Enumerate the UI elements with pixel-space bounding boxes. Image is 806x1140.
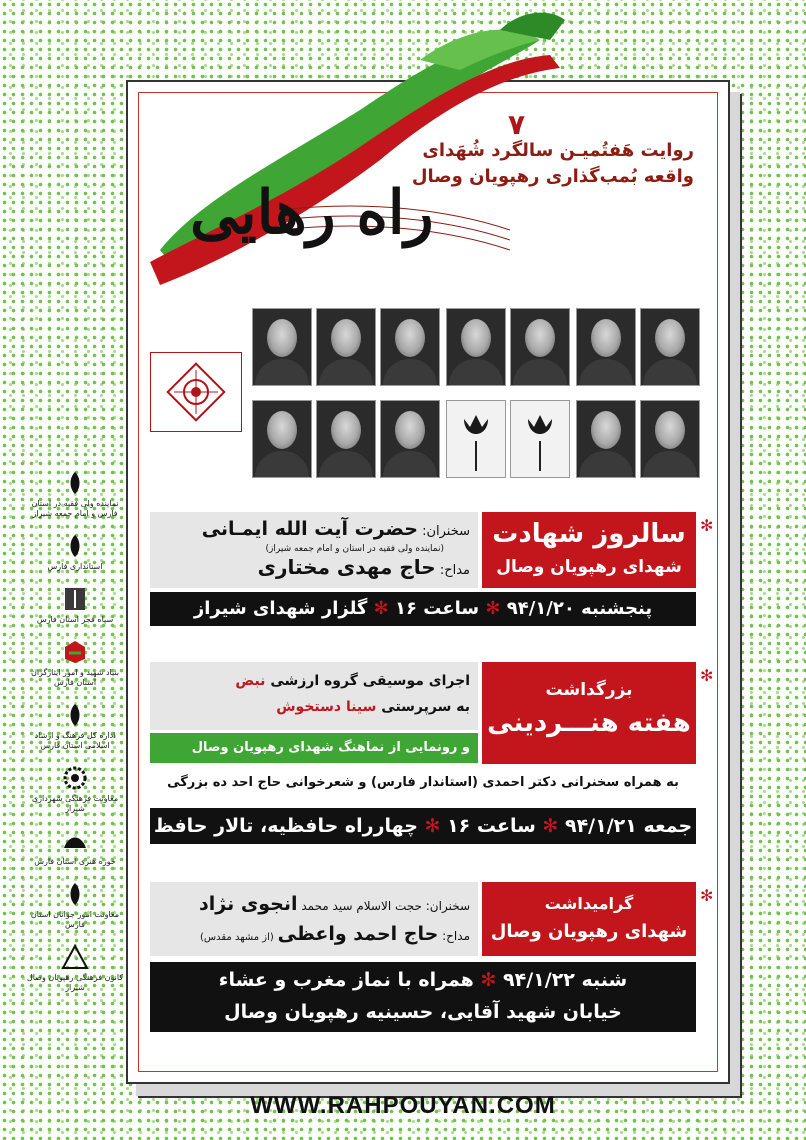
section2-place: چهارراه حافظیه، تالار حافظ	[153, 815, 418, 837]
section1-speakers	[150, 512, 478, 588]
section3-after-prayer: همراه با نماز مغرب و عشاء	[218, 969, 474, 991]
emblem-icon	[61, 533, 89, 559]
speaker-note: (نماینده ولی فقیه در استان و امام جمعه شیراز)	[265, 544, 444, 554]
section3-speakers	[150, 882, 478, 956]
star-icon: ✻	[700, 666, 714, 685]
tulip-image	[446, 400, 506, 478]
speaker-label: سخنران:	[422, 524, 470, 539]
sponsor-logo	[22, 639, 128, 688]
speaker-name: انجوی نژاد	[199, 893, 298, 915]
martyr-photo	[576, 308, 636, 386]
emblem-icon	[61, 881, 89, 907]
lead-prefix: به سرپرستی	[381, 699, 470, 715]
martyr-photo	[640, 400, 700, 478]
speaker-label: سخنران:	[425, 899, 470, 913]
martyr-photo	[640, 308, 700, 386]
section2-time: ساعت ۱۶	[447, 815, 536, 837]
martyr-photo	[316, 400, 376, 478]
section3-title-box	[482, 882, 696, 956]
kanoon-icon	[61, 944, 89, 970]
tulip-icon	[447, 401, 505, 477]
flower-icon	[61, 765, 89, 791]
music-group: نبض	[235, 673, 266, 689]
eulogist-label: مداح:	[442, 929, 470, 943]
speaker-name: حضرت آیت الله ایمـانی	[201, 518, 418, 540]
section1-title-box	[482, 512, 696, 588]
martyr-photo	[380, 400, 440, 478]
green-line: و رونمایی از نماهنگ شهدای رهپویان وصال	[191, 740, 470, 755]
sepah-icon	[61, 586, 89, 612]
section2-performance	[150, 662, 478, 730]
martyr-photo	[252, 400, 312, 478]
sponsor-label: نماینده ولی فقیه در استان فارس و امام جمعه شیراز	[31, 499, 119, 518]
section3-place: خیابان شهید آقایی، حسینیه رهپویان وصال	[224, 1001, 622, 1023]
martyrs-photo-grid	[252, 308, 698, 482]
section2-title-box	[482, 662, 696, 764]
separator-icon: ✻	[535, 815, 559, 837]
section1-subtitle: شهدای رهپویان وصال	[496, 557, 682, 577]
martyr-photo	[252, 308, 312, 386]
ornament-icon	[166, 362, 226, 422]
header-line-2: واقعه بُمب‌گذاری رهپویان وصال	[411, 166, 694, 187]
star-icon: ✻	[700, 516, 714, 535]
section3-subtitle: شهدای رهپویان وصال	[490, 921, 688, 942]
header-subtitle	[412, 138, 694, 190]
eulogist-name: حاج مهدی مختاری	[257, 555, 436, 579]
star-icon: ✻	[700, 886, 714, 905]
martyr-photo	[380, 308, 440, 386]
header-line-1: روایت هَفتُمیـن سالگرد شُهَدای	[422, 140, 694, 161]
sponsor-label: استانداری فارس	[47, 562, 103, 571]
separator-icon: ✻	[417, 815, 441, 837]
section2-with-line: به همراه سخنرانی دکتر احمدی (استاندار فارس) و شعرخوانی حاج احد ده بزرگی	[167, 775, 679, 790]
sponsor-label: معاونت فرهنگی شهرداری شیراز	[31, 794, 119, 813]
website-url[interactable]: WWW.RAHPOUYAN.COM	[250, 1092, 556, 1119]
foundation-icon	[61, 639, 89, 665]
eulogist-name: حاج احمد واعظی	[277, 923, 439, 945]
section3-datebar	[150, 962, 696, 1032]
sponsor-logo	[22, 944, 128, 993]
section2-subtitle: هفته هنـــردینی	[487, 708, 691, 738]
tulip-image	[510, 400, 570, 478]
sponsor-logo	[22, 881, 128, 930]
poster-title: راه رهایی	[190, 178, 434, 248]
section1-date: پنجشنبه ۹۴/۱/۲۰	[506, 598, 653, 619]
separator-icon: ✻	[473, 969, 497, 991]
section3-date: شنبه ۹۴/۱/۲۲	[503, 969, 628, 991]
section2-date: جمعه ۹۴/۱/۲۱	[564, 815, 693, 837]
eulogist-label: مداح:	[439, 563, 470, 578]
anniversary-number: ۷	[508, 108, 526, 141]
sponsor-logo	[22, 533, 128, 572]
martyr-photo	[316, 308, 376, 386]
section1-datebar	[150, 592, 696, 626]
martyr-photo	[446, 308, 506, 386]
sponsor-label: کانون فرهنگی رهپویان وصال شیراز	[26, 973, 124, 992]
music-prefix: اجرای موسیقی گروه ارزشی	[270, 673, 470, 689]
sponsor-logos	[22, 470, 128, 1007]
martyr-photo	[576, 400, 636, 478]
sponsor-label: سپاه فجر استان فارس	[36, 615, 114, 624]
tulip-icon	[511, 401, 569, 477]
separator-icon: ✻	[367, 598, 389, 619]
sponsor-label: اداره کل فرهنگ و ارشاد اسلامی استان فارس	[34, 731, 116, 750]
art-icon	[61, 828, 89, 854]
sponsor-logo	[22, 702, 128, 751]
sponsor-label: معاونت امور جوانان استان فارس	[30, 910, 120, 929]
speaker-title: حجت الاسلام سید محمد	[301, 899, 422, 913]
sponsor-logo	[22, 765, 128, 814]
separator-icon: ✻	[479, 598, 501, 619]
ornament-emblem	[150, 352, 242, 432]
section2-title: بزرگداشت	[545, 680, 633, 700]
sponsor-logo	[22, 828, 128, 867]
eulogist-note: (از مشهد مقدس)	[200, 932, 274, 943]
sponsor-label: حوزه هنری استان فارس	[34, 857, 116, 866]
section2-green-bar	[150, 733, 478, 763]
section1-title: سالروز شهادت	[492, 519, 686, 549]
emblem-icon	[61, 702, 89, 728]
section2-datebar	[150, 808, 696, 844]
sponsor-label: بنیاد شهید و امور ایثارگران استان فارس	[30, 668, 120, 687]
sponsor-logo	[22, 470, 128, 519]
section1-time: ساعت ۱۶	[395, 598, 480, 619]
section1-place: گلزار شهدای شیراز	[193, 598, 368, 619]
martyr-photo	[510, 308, 570, 386]
emblem-icon	[61, 470, 89, 496]
section3-title: گرامیداشت	[544, 894, 634, 913]
sponsor-logo	[22, 586, 128, 625]
lead-name: سینا دستخوش	[276, 699, 377, 715]
